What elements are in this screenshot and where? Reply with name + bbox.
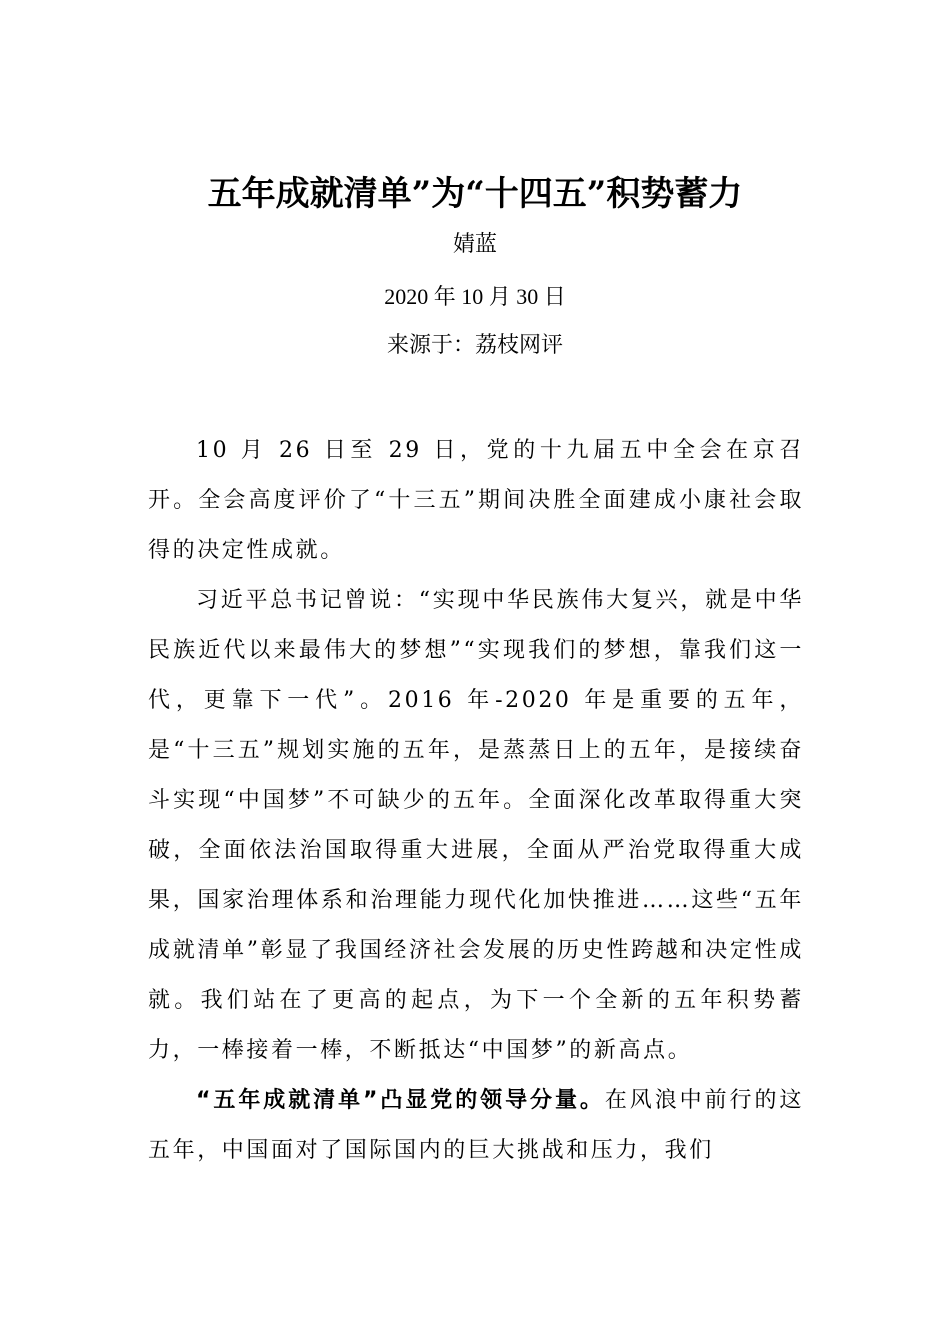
document-source: 来源于：荔枝网评	[386, 333, 563, 358]
paragraph-text: 习近平总书记曾说：“实现中华民族伟大复兴，就是中华民族近代以来最伟大的梦想”“实现我们的梦想，靠我们这一代，更靠下一代”。2016 年-2020 年是重要的五年，是“十三五”规划实施的五年，是蒸蒸日上的五年，是接续奋斗实现“中国梦”不可缺少的五年。全面深化改革取得重大突破，全面依法治国取得重大进展，全面从严治党取得重大成果，国家治理体系和治理能力现代化加快推进……这些“五年成就清单”彰显了我国经济社会发展的历史性跨越和决定性成就。我们站在了更高的起点，为下一个全新的五年积势蓄力，一棒接着一棒，不断抵达“中国梦”的新高点。	[148, 588, 804, 1063]
paragraph-2	[148, 576, 804, 1076]
document-title: 五年成就清单”为“十四五”积势蓄力	[207, 174, 743, 214]
document-body	[148, 426, 804, 1176]
document-date: 2020 年 10 月 30 日	[384, 284, 566, 309]
paragraph-lead: “五年成就清单”凸显党的领导分量。	[196, 1088, 605, 1113]
document-author: 婧蓝	[452, 232, 497, 257]
paragraph-1	[148, 426, 804, 576]
paragraph-text: 在风浪中前行的这五年，中国面对了国际国内的巨大挑战和压力，我们	[148, 1088, 804, 1163]
paragraph-3	[148, 1076, 804, 1176]
paragraph-text: 10 月 26 日至 29 日，党的十九届五中全会在京召开。全会高度评价了“十三五”期间决胜全面建成小康社会取得的决定性成就。	[148, 438, 804, 563]
